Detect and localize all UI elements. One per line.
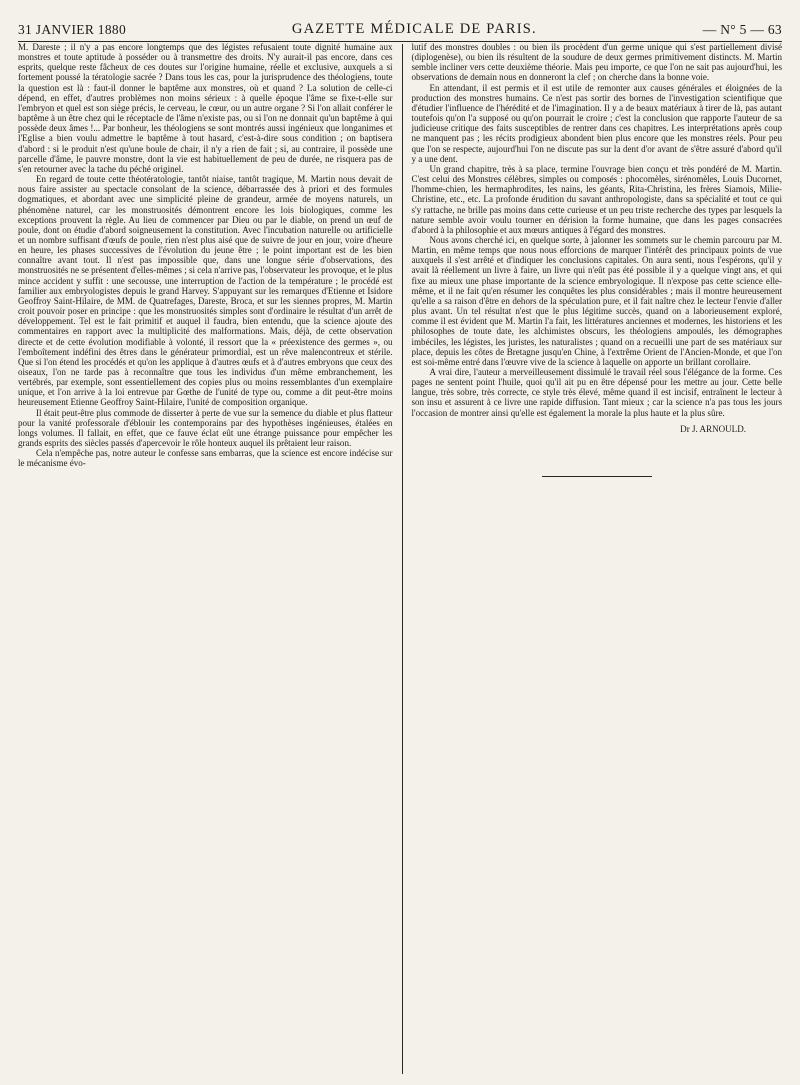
left-column [18, 42, 402, 1078]
paragraph: Cela n'empêche pas, notre auteur le confesse sans embarras, que la science est encore indécise sur le mécanisme évo- [18, 448, 393, 469]
author-signature: Dr J. ARNOULD. [680, 423, 746, 434]
issue-date: 31 JANVIER 1880 [18, 22, 126, 37]
paragraph: M. Dareste ; il n'y a pas encore longtemps que des légistes refusaient toute dignité humaine aux monstres et toute aptitude à posséder ou à transmettre des droits. N'y aurait-il pas encore, dans ces esprits, quelque reste fâcheux de ces doutes sur l'origine humaine, réelle et exclusive, auxquels a si fortement poussé la tératologie sacrée ? Dans tous les cas, pour la jurisprudence des théologiens, toute la question est là : faut-il donner le baptême aux monstres, où et quand ? La solution de celle-ci dépend, en effet, d'autres problèmes non moins sérieux : à quelle époque l'âme se fixe-t-elle sur l'embryon et quel est son siège précis, le cerveau, le cœur, ou un autre organe ? Si l'on allait conférer le baptême à un être chez qui le réceptacle de l'âme n'existe pas, ou si l'on ne donnait qu'un baptême à qui possède deux âmes !... Par bonheur, les théologiens se sont montrés aussi ingénieux que longanimes et l'Eglise a bien voulu admettre le baptême à tout hasard, c'est-à-dire sous condition ; on baptisera d'abord : si le produit n'est qu'une boule de chair, il n'y a rien de fait ; si, au contraire, il possède une parcelle d'âme, le pauvre monstre, dont la vie est habituellement de peu de durée, ne risquera pas de s'en retourner avec la tache du péché originel. [18, 42, 393, 174]
paragraph: Il était peut-être plus commode de disserter à perte de vue sur la semence du diable et plus flatteur pour la vanité professorale d'éblouir les contemporains par des hypothèses ingénieuses, étalées en longs volumes. Il fallait, en effet, que ce fauve éclat eût une étrange puissance pour empêcher les grands esprits des siècles passés d'apercevoir le rôle honteux auquel ils prêtaient leur raison. [18, 407, 393, 449]
right-column [403, 42, 783, 1078]
paragraph: Un grand chapitre, très à sa place, termine l'ouvrage bien conçu et très pondéré de M. Martin. C'est celui des Monstres célèbres, simples ou composés : phocomèles, sirénomèles, Louis Ducornet, l'homme-chien, les hermaphrodites, les nains, les géants, Rita-Christina, les frères Siamois, Milie-Christine, etc., etc. La profonde érudition du savant anthropologiste, dans sa spécialité et tout ce qui s'y rattache, ne brille pas moins dans cette curieuse et un peu triste recherche des types par lesquels la nature semble avoir voulu tourner en dérision la forme humaine, que dans les pages consacrées d'abord à la philosophie et aux mœurs antiques à l'égard des monstres. [411, 163, 782, 235]
paragraph: En regard de toute cette théotératologie, tantôt niaise, tantôt tragique, M. Martin nous devait de nous faire assister au spectacle consolant de la science, débarrassée des à priori et des formules dogmatiques, et abordant avec une simplicité pleine de grandeur, armée de moyens naturels, un phénomène naturel, car les monstruosités démontrent encore les lois biologiques, comme les exceptions prouvent la règle. Au lieu de commencer par Dieu ou par le diable, on prend un œuf de poule, dont on étudie d'abord soigneusement la constitution. Avec l'incubation naturelle ou artificielle et un nombre suffisant d'œufs de poule, rien n'est plus aisé que de suivre de jour en jour, voire d'heure en heure, les phases successives de l'évolution du jeune être ; le point important est de les bien connaître avant tout. Il n'est pas impossible que, dans une longue série d'observations, des monstruosités ne se présentent d'elles-mêmes ; si cela n'arrive pas, l'observateur les provoque, et le plus mince accident y suffit : une secousse, une interruption de l'action de la température ; le procédé est familier aux embryologistes depuis le grand Harvey. S'appuyant sur les remarques d'Etienne et Isidore Geoffroy Saint-Hilaire, de MM. de Quatrefages, Dareste, Broca, et sur les siennes propres, M. Martin croit pouvoir poser en principe : que les monstruosités simples sont d'ordinaire le résultat d'un arrêt de développement. Tel est le fait primitif et auquel il faudra, bien entendu, que la science ajoute des commentaires en rapport avec la multiplicité des malformations. Mais, déjà, de cette observation directe et de cette évolution modifiable à volonté, il ressort que la « préexistence des germes », ou l'emboîtement indéfini des êtres dans le générateur primordial, est un rêve malencontreux et stérile. Que si l'on étend les procédés et qu'on les applique à d'autres œufs et à d'autres embryons que ceux des oiseaux, l'on ne tarde pas à reconnaître que tous les individus d'un même embranchement, les vertébrés, par exemple, sont essentiellement des copies plus ou moins ressemblantes d'un exemplaire unique, et l'on arrive à la loi entrevue par Gœthe de l'unité de type ou, comme a dit peut-être moins heureusement Etienne Geoffroy Saint-Hilaire, l'unité de composition organique. [18, 174, 393, 408]
journal-title: GAZETTE MÉDICALE DE PARIS. [291, 21, 537, 37]
issue-page-number: — N° 5 — 63 [702, 22, 782, 37]
paragraph: lutif des monstres doubles : ou bien ils procèdent d'un germe unique qui s'est partiellement divisé (diplogenèse), ou bien ils résultent de la soudure de deux germes primitivement distincts. M. Martin semble incliner vers cette deuxième théorie. Mais peu importe, ce que l'on ne sait pas aujourd'hui, les observations de demain nous en donneront la clef ; on cherche dans la bonne voie. [411, 42, 782, 83]
page-header [18, 14, 782, 38]
paragraph: A vrai dire, l'auteur a merveilleusement dissimulé le travail réel sous l'élégance de la forme. Ces pages ne sentent point l'huile, quoi qu'il ait pu en être dépensé pour les mettre au jour. Cette belle langue, très sobre, très correcte, ce style très élevé, même quand il est incisif, entraînent le lecteur à son insu et assurent à ce livre une rapide diffusion. Tant mieux ; car la science n'a pas tous les jours l'occasion de montrer ainsi qu'elle est également la morale la plus haute et la plus sûre. [411, 367, 782, 418]
paragraph: En attendant, il est permis et il est utile de remonter aux causes générales et éloignées de la production des monstres humains. Ce n'est pas sortir des bornes de l'investigation scientifique que d'étudier l'influence de l'hérédité et de l'imagination. Il y a de beaux matériaux à tirer de là, pas autant toutefois qu'on l'a supposé ou qu'on pourrait le croire ; c'est la conclusion que rapporte l'auteur de sa judicieuse critique des faits susceptibles de rentrer dans ces chapitres. Les interprétations après coup ne manquent pas ; les récits prodigieux abondent bien plus encore que les monstres réels. Pour peu que l'on se respecte, aujourd'hui l'on ne discute pas sur la dent d'or avant de s'être assuré d'abord qu'il y a une dent. [411, 82, 782, 164]
end-rule [542, 476, 652, 477]
paragraph: Nous avons cherché ici, en quelque sorte, à jalonner les sommets sur le chemin parcouru par M. Martin, en même temps que nous nous efforcions de marquer l'intérêt des principaux points de vue auxquels il s'est arrêté et d'indiquer les conclusions capitales. On aura senti, nous l'espérons, qu'il y avait là réellement un livre à faire, un livre qui n'eût pas été possible il y a quelque vingt ans, et qui fixe au mieux une phase importante de la science embryologique. Il n'expose pas cette science elle-même, et il ne fait qu'en résumer les conquêtes les plus considérables ; mais il montre heureusement qu'elle a sa raison d'être en dehors de la spéculation pure, et il fait naître chez le lecteur l'envie d'aller plus avant. Un tel résultat n'est que le plus légitime succès, quand on a laborieusement exploré, comme il est évident que M. Martin l'a fait, les littératures anciennes et modernes, les historiens et les philosophes de toute date, les alchimistes obscurs, les théologiens ampoulés, les démographes imbéciles, les légistes, les juristes, les naturalistes ; quand on a recueilli une part de ses matériaux sur place, depuis les côtes de Bretagne jusqu'en Chine, à l'extrême Orient de l'Ancien-Monde, et que l'on est soi-même entré dans l'œuvre vive de la science à laquelle on apporte un brillant corollaire. [411, 234, 782, 367]
article-body [18, 42, 782, 1078]
